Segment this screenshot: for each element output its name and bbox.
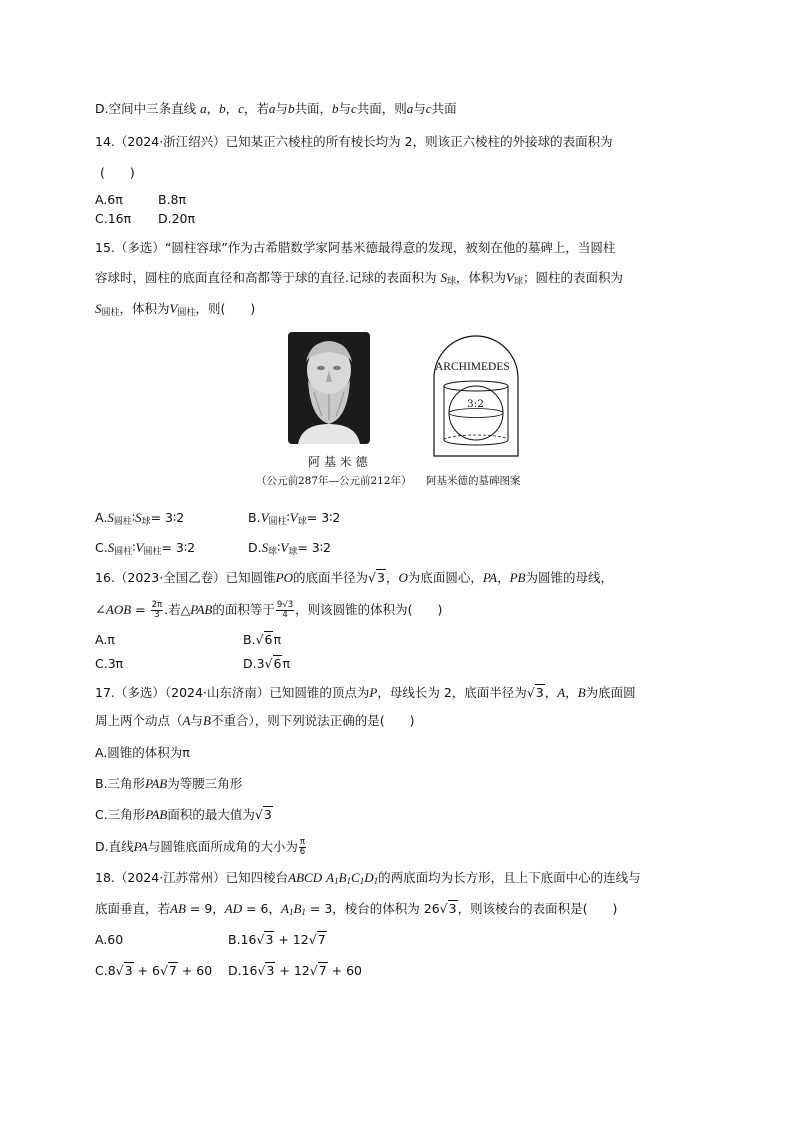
option-text: 面积的最大值为 <box>167 807 255 822</box>
archimedes-dates-caption: （公元前287年—公元前212年） <box>256 475 412 487</box>
q16-option-d <box>243 656 290 672</box>
var-c: c <box>425 101 432 116</box>
sub-ball: 球 <box>141 517 151 527</box>
radicand: 7 <box>317 932 326 947</box>
colon: ∶ <box>132 540 136 555</box>
pi: π <box>273 632 282 647</box>
var-a1b1: $A_1B_1$ <box>281 901 306 917</box>
radicand: 3 <box>265 932 274 947</box>
option-text: C.8 <box>95 963 116 978</box>
var-s: S <box>261 540 269 555</box>
sub-cyl: 圆柱 <box>143 547 162 557</box>
sub-cyl: 圆柱 <box>268 517 287 527</box>
equals: = <box>131 602 150 617</box>
sub-cyl: 圆柱 <box>177 308 196 318</box>
text-ruo: ，若 <box>243 101 269 116</box>
q14-option-d: D.20π <box>158 211 196 226</box>
angle-aob: ∠AOB <box>95 602 132 617</box>
q18-option-d <box>228 963 362 979</box>
q16-option-b <box>243 632 281 648</box>
var-pab: PAB <box>190 602 213 617</box>
sub-cyl: 圆柱 <box>113 517 132 527</box>
option-text: B.16 <box>228 932 257 947</box>
sub-ball: 球 <box>297 517 307 527</box>
q15-line-3 <box>95 301 255 321</box>
var-o: O <box>398 570 408 585</box>
ratio: = 3∶2 <box>150 510 185 525</box>
q14-option-c: C.16π <box>95 211 132 226</box>
option-letter: C. <box>95 540 108 555</box>
radicand: 3 <box>448 901 457 916</box>
archimedes-bust-image <box>288 332 370 444</box>
sub-ball: 球 <box>288 547 298 557</box>
var-v: V <box>169 301 178 316</box>
var-s: S <box>440 270 447 285</box>
var-c: c <box>350 101 357 116</box>
sub-ball: 球 <box>446 277 456 287</box>
archimedes-tomb-diagram <box>432 334 520 458</box>
q17-option-c <box>95 807 273 823</box>
q15-option-d <box>248 540 331 560</box>
q17-text: 为底面圆 <box>585 685 636 700</box>
value: = 3，棱台的体积为 26 <box>305 901 440 916</box>
option-letter: B. <box>243 632 256 647</box>
comma: ， <box>544 685 558 700</box>
q14-stem: 14.（2024·浙江绍兴）已知某正六棱柱的所有棱长均为 2，则该正六棱柱的外接球的表面积为 <box>95 134 613 149</box>
q16-text: 的面积等于 <box>212 602 275 617</box>
option-text: 与圆锥底面所成角的大小为 <box>147 839 298 854</box>
fraction-area <box>276 601 294 620</box>
q13-d-text: D.空间中三条直线 <box>95 101 197 116</box>
var-a: a <box>200 101 207 116</box>
q18-line-1 <box>95 870 641 889</box>
var-pab: PAB <box>145 807 168 822</box>
sqrt: √7 <box>309 963 327 978</box>
option-text: + 60 <box>177 963 213 978</box>
option-text: B.三角形 <box>95 776 146 791</box>
q14-option-a: A.6π <box>95 192 123 207</box>
numerator: 9√3 <box>276 600 294 610</box>
sqrt: √3 <box>257 963 275 978</box>
denominator: 3 <box>154 610 160 620</box>
var-a-point: A <box>557 685 566 700</box>
var-s: S <box>107 510 114 525</box>
q17-option-b <box>95 776 242 792</box>
q16-line-2 <box>95 601 442 620</box>
tomb-ratio-label: 3:2 <box>467 398 484 410</box>
q16-text: ，则该圆锥的体积为( ) <box>295 602 443 617</box>
radicand: 6 <box>264 632 273 647</box>
radicand: 3 <box>535 685 544 700</box>
q17-text: 周上两个动点（ <box>95 713 183 728</box>
var-b-point: B <box>577 685 586 700</box>
var-v: V <box>260 510 269 525</box>
option-letter: B. <box>248 510 261 525</box>
var-p: P <box>369 685 378 700</box>
tomb-title-label: ARCHIMEDES <box>435 361 510 373</box>
text-gongmian-end: 共面 <box>431 101 457 116</box>
sqrt: √7 <box>308 932 326 947</box>
q18-option-b <box>228 932 327 948</box>
option-text: + 60 <box>327 963 363 978</box>
var-ab: AB <box>170 901 186 916</box>
q14-answer-paren: ( ) <box>100 165 135 180</box>
sqrt: √3 <box>526 685 544 700</box>
q16-text: 为底面圆心， <box>407 570 483 585</box>
q18-text: ，则该棱台的表面积是( ) <box>457 901 618 916</box>
colon: ∶ <box>286 510 290 525</box>
archimedes-name-caption: 阿 基 米 德 <box>308 455 368 469</box>
var-s: S <box>95 301 102 316</box>
option-text: + 12 <box>274 932 309 947</box>
q16-text: 的底面半径为 <box>293 570 369 585</box>
q14-option-b: B.8π <box>158 192 187 207</box>
q18-line-2 <box>95 901 617 920</box>
var-s: S <box>107 540 115 555</box>
value: = 6， <box>242 901 281 916</box>
option-text: 为等腰三角形 <box>167 776 243 791</box>
q15-option-a <box>95 510 184 530</box>
q17-text: 不重合），则下列说法正确的是( ) <box>210 713 415 728</box>
text-tiji: ，体积为 <box>455 270 506 285</box>
sub-ball: 球 <box>268 547 278 557</box>
radicand: 3 <box>266 963 275 978</box>
var-c: c <box>238 101 244 116</box>
tomb-caption: 阿基米德的墓碑图案 <box>426 475 521 487</box>
var-abcd: ABCD <box>288 870 323 885</box>
ratio: = 3∶2 <box>297 540 331 555</box>
q15-line-1: 15.（多选）“圆柱容球”作为古希腊数学家阿基米德最得意的发现，被刻在他的墓碑上，当圆柱 <box>95 240 616 255</box>
sqrt: √3 <box>115 963 133 978</box>
radicand: 7 <box>318 963 327 978</box>
comma: ， <box>565 685 578 700</box>
var-pa: PA <box>133 839 148 854</box>
var-pb: PB <box>509 570 526 585</box>
radicand: 3 <box>377 570 385 585</box>
q16-text: .若△ <box>164 602 191 617</box>
option-text: + 12 <box>275 963 310 978</box>
value: = 9， <box>185 901 225 916</box>
q18-text: 18.（2024·江苏常州）已知四棱台 <box>95 870 289 885</box>
option-text: D.直线 <box>95 839 134 854</box>
q17-text: 17.（多选）（2024·山东济南）已知圆锥的顶点为 <box>95 685 370 700</box>
numerator: π <box>299 837 305 847</box>
var-pa: PA <box>482 570 498 585</box>
var-b: b <box>287 101 295 116</box>
ratio: = 3∶2 <box>161 540 196 555</box>
sub-cyl: 圆柱 <box>101 308 120 318</box>
var-b: b <box>331 101 339 116</box>
var-v: V <box>135 540 144 555</box>
option-text: + 6 <box>133 963 160 978</box>
var-a-point: A <box>182 713 191 728</box>
numerator: 2π <box>151 600 163 610</box>
q13-option-d <box>95 101 457 117</box>
q18-option-c <box>95 963 212 979</box>
sub-ball: 球 <box>513 277 523 287</box>
sqrt: √6 <box>255 632 273 647</box>
q17-text: ，母线长为 2，底面半径为 <box>377 685 527 700</box>
var-v: V <box>506 270 514 285</box>
var-v: V <box>289 510 298 525</box>
var-ad: AD <box>224 901 243 916</box>
q15-line-2-text: 容球时，圆柱的底面直径和高都等于球的直径.记球的表面积为 <box>95 270 437 285</box>
ratio: = 3∶2 <box>306 510 341 525</box>
text-gongmian: 共面， <box>356 101 395 116</box>
comma: ， <box>225 101 239 116</box>
var-pab: PAB <box>145 776 168 791</box>
sqrt: √7 <box>159 963 177 978</box>
denominator: 4 <box>282 610 288 620</box>
q16-option-a: A.π <box>95 632 115 647</box>
q17-option-a: A.圆锥的体积为π <box>95 745 190 760</box>
fraction-2pi-3 <box>151 601 164 620</box>
radicand: 3 <box>287 600 294 610</box>
text-yu: 与 <box>275 101 288 116</box>
q15-option-b <box>248 510 340 530</box>
var-b-point: B <box>202 713 211 728</box>
text-yu: 与 <box>413 101 426 116</box>
sqrt: √3 <box>368 570 385 585</box>
q15-line-2 <box>95 270 623 290</box>
sqrt: √3 <box>439 901 457 916</box>
text-ze: 则 <box>394 101 407 116</box>
sqrt: √6 <box>264 656 282 671</box>
var-po: PO <box>275 570 294 585</box>
q17-option-d <box>95 838 307 857</box>
option-text: D.16 <box>228 963 258 978</box>
coef: 9 <box>276 600 283 610</box>
radicand: 3 <box>263 807 272 822</box>
option-letter: D.3 <box>243 656 265 671</box>
comma: ， <box>385 570 399 585</box>
q18-option-a: A.60 <box>95 932 124 947</box>
q16-option-c: C.3π <box>95 656 124 671</box>
colon: ∶ <box>131 510 136 525</box>
q18-text: 底面垂直，若 <box>95 901 171 916</box>
text-semi: ；圆柱的表面积为 <box>522 270 623 285</box>
fraction-pi-6 <box>299 838 306 857</box>
comma: ， <box>497 570 510 585</box>
text-tiji: ，体积为 <box>119 301 170 316</box>
comma: ， <box>206 101 220 116</box>
pi: π <box>282 656 291 671</box>
radicand: 7 <box>168 963 177 978</box>
var-v: V <box>280 540 289 555</box>
q17-text: 与 <box>190 713 203 728</box>
q16-line-1 <box>95 570 613 586</box>
sub-cyl: 圆柱 <box>114 547 133 557</box>
q16-text: 为圆锥的母线， <box>525 570 614 585</box>
var-a1b1c1d1: $A_1B_1C_1D_1$ <box>326 870 379 886</box>
var-s: S <box>135 510 142 525</box>
q17-line-2 <box>95 713 414 729</box>
radicand: 6 <box>273 656 282 671</box>
q15-option-c <box>95 540 195 560</box>
q18-text: 的两底面均为长方形，且上下底面中心的连线与 <box>378 870 641 885</box>
colon: ∶ <box>277 540 281 555</box>
option-letter: A. <box>95 510 108 525</box>
q16-text: 16.（2023·全国乙卷）已知圆锥 <box>95 570 276 585</box>
var-b: b <box>219 101 226 116</box>
option-letter: D. <box>248 540 262 555</box>
text-ze: ，则( ) <box>195 301 256 316</box>
radicand: 3 <box>124 963 133 978</box>
text-yu: 与 <box>338 101 351 116</box>
denominator: 6 <box>299 847 306 857</box>
sqrt: √3 <box>254 807 272 822</box>
var-a: a <box>268 101 276 116</box>
var-a: a <box>406 101 414 116</box>
option-text: C.三角形 <box>95 807 146 822</box>
text-gongmian: 共面， <box>294 101 332 116</box>
q17-line-1 <box>95 685 636 701</box>
sqrt: √3 <box>256 932 274 947</box>
